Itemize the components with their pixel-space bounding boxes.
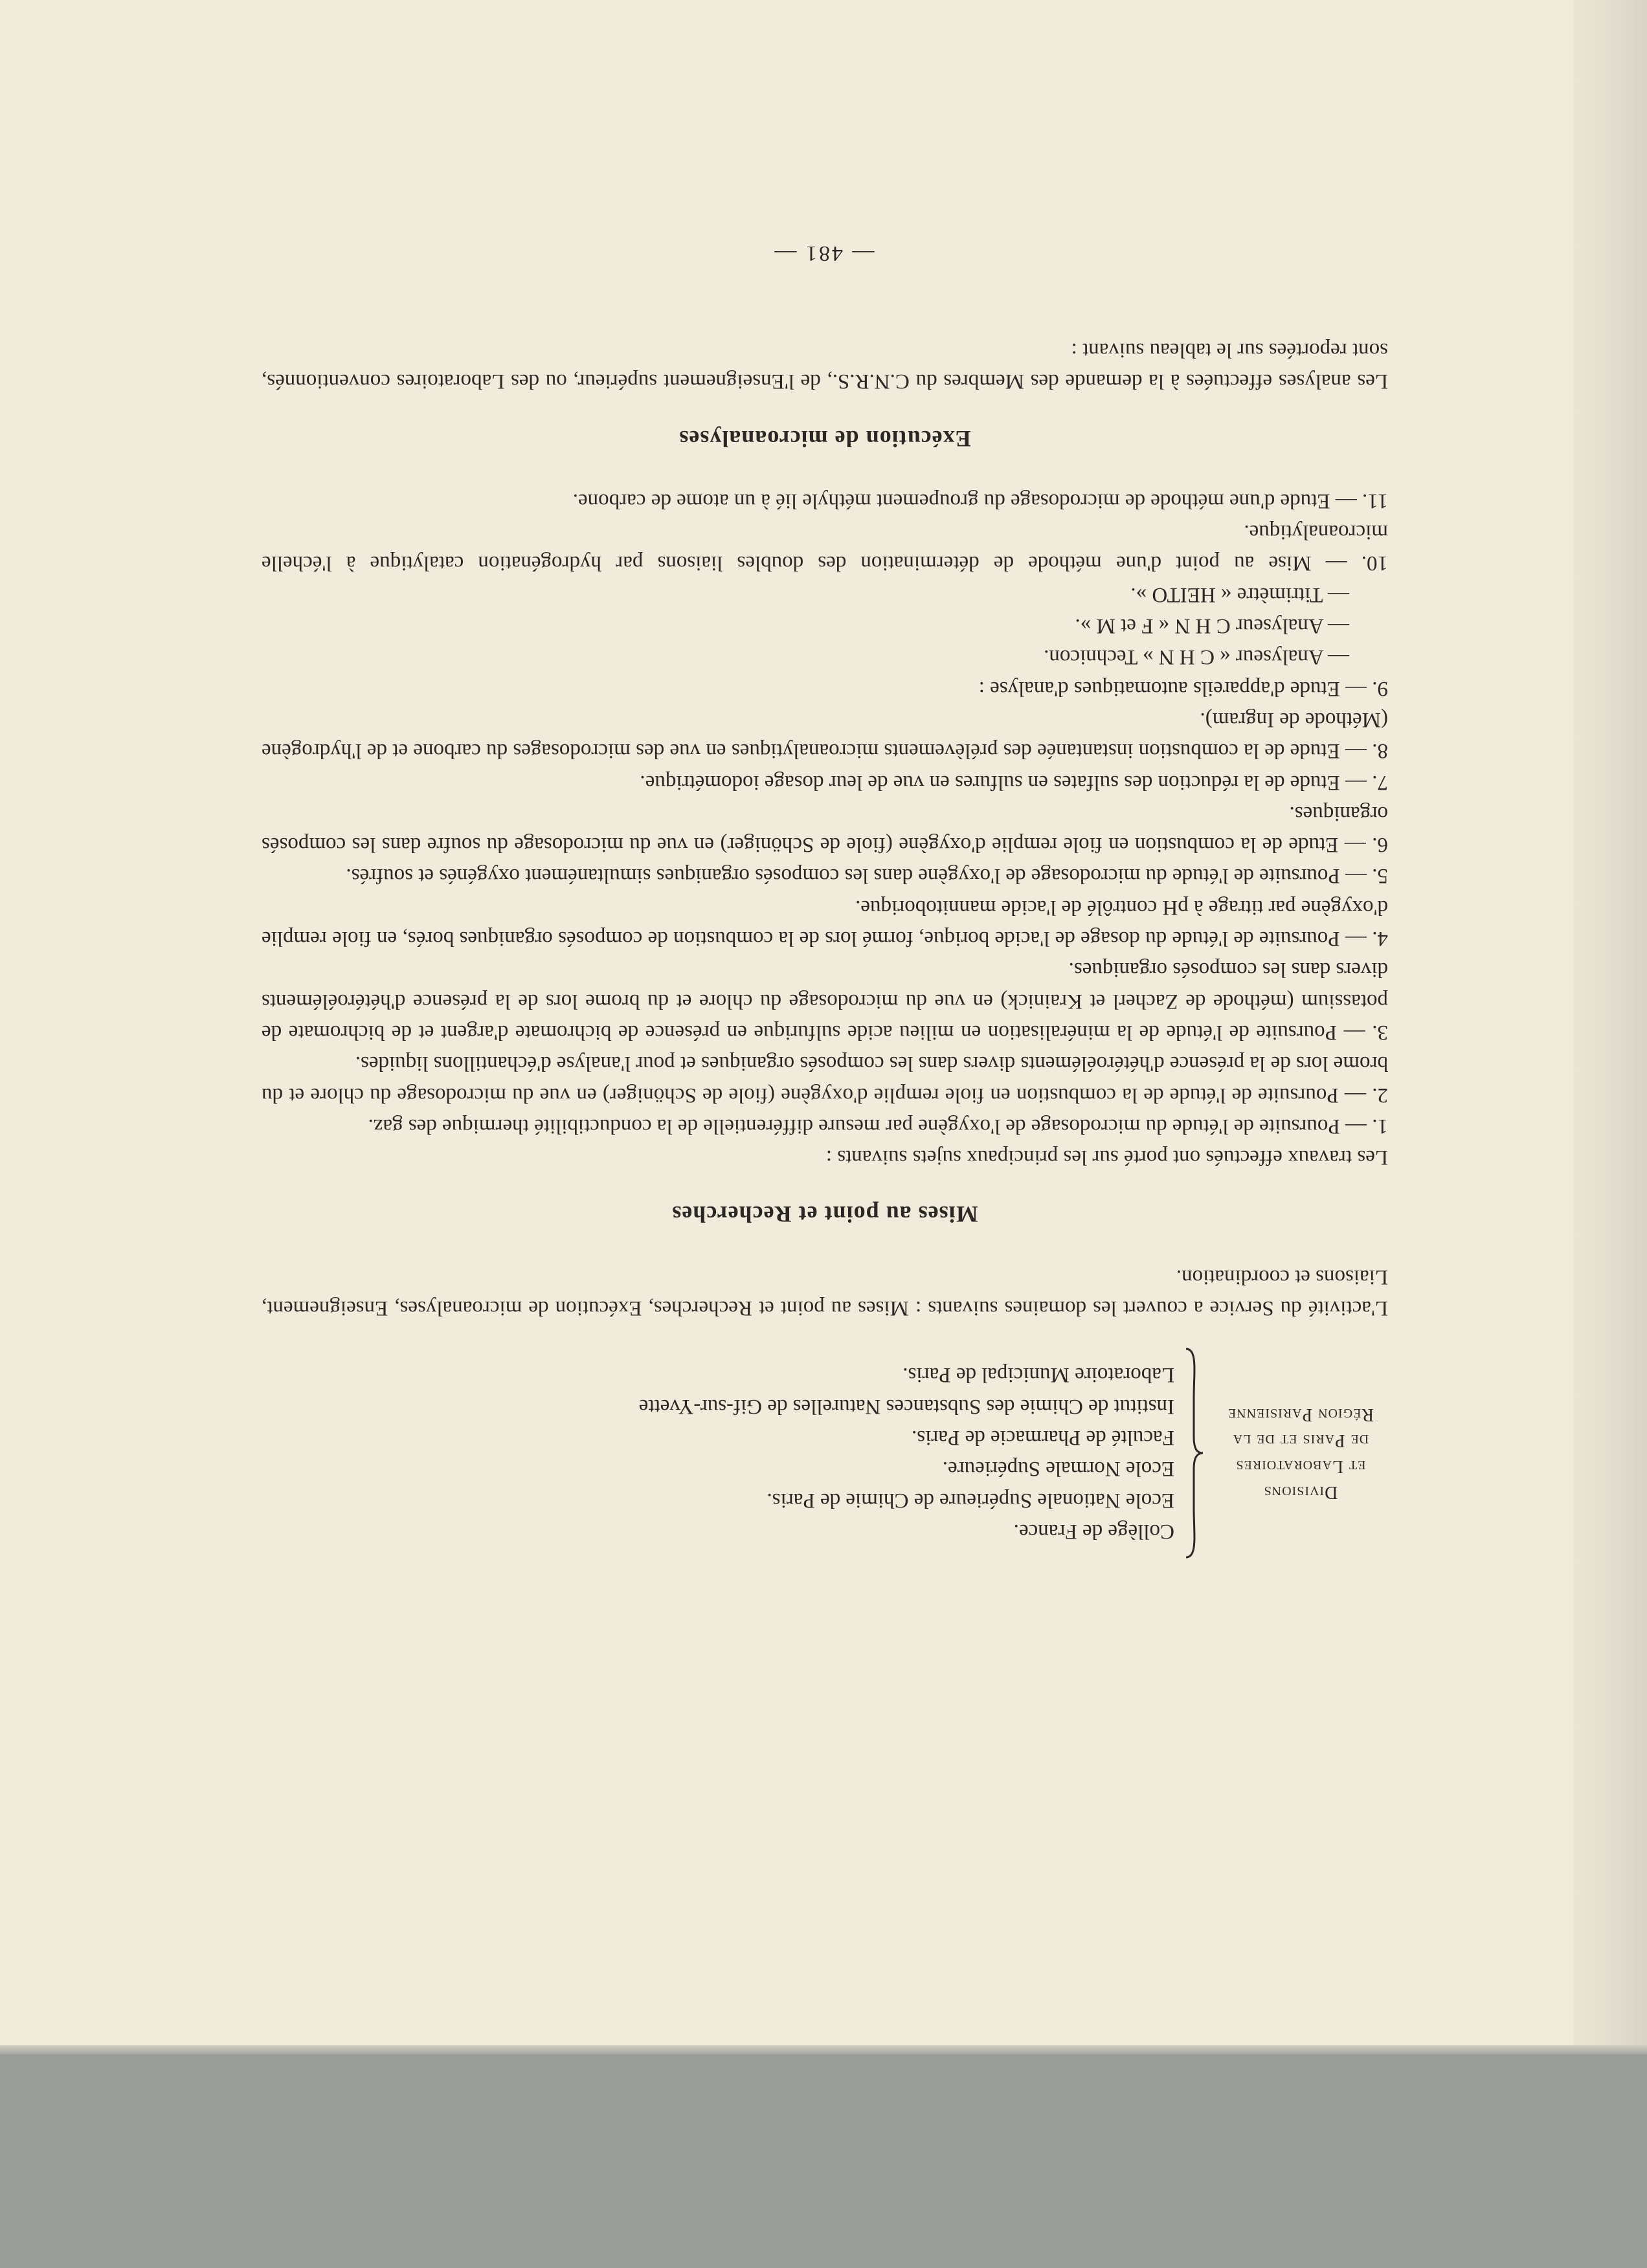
research-item-9: 9. — Etude d'appareils automatiques d'analyse : bbox=[978, 676, 1388, 700]
brace-icon bbox=[1181, 1346, 1207, 1560]
research-item-7: 7. — Etude de la réduction des sulfates en sulfures en vue de leur dosage iodométrique. bbox=[640, 770, 1388, 794]
divisions-label-line: de Paris et de la bbox=[1232, 1430, 1369, 1451]
divisions-block bbox=[262, 1343, 1388, 1563]
research-item-3: 3. — Poursuite de l'étude de la minéralisation en milieu acide sulfurique en présence de bichromate d'argent et de bichromate de potassium (méthode de Zacherl et Krainick) en vue du microdosage du chlore et du brome lors de la présence d'hétéroéléments divers dans les composés organiques. bbox=[262, 958, 1388, 1044]
curly-brace bbox=[1174, 1343, 1213, 1563]
research-item-4: 4. — Poursuite de l'étude du dosage de l'acide borique, formé lors de la combustion de composés organiques borés, en fiole remplie d'oxygène par titrage à pH contrôlé de l'acide mannitoborique. bbox=[262, 895, 1388, 951]
intro-paragraph: L'activité du Service a couvert les domaines suivants : Mises au point et Recherches, Exécution de microanalyses, Enseignement, Liaisons et coordination. bbox=[262, 1265, 1388, 1320]
section-heading-mises-au-point: Mises au point et Recherches bbox=[671, 1201, 978, 1228]
research-item-5: 5. — Poursuite de l'étude du microdosage de l'oxygène dans les composés organiques simultanément oxygénés et soufrés. bbox=[346, 864, 1388, 888]
research-item-1: 1. — Poursuite de l'étude du microdosage de l'oxygène par mesure différentielle de la conductibilité thermique des gaz. bbox=[368, 1114, 1388, 1138]
research-subitem: — Titrimètre « HEITO ». bbox=[1130, 583, 1349, 606]
section-heading-microanalyses: Exécution de microanalyses bbox=[678, 425, 971, 452]
institutions-list bbox=[262, 1359, 1174, 1547]
research-item-6: 6. — Etude de la combustion en fiole remplie d'oxygène (fiole de Schöniger) en vue du microdosage du soufre dans les composés organiques. bbox=[262, 801, 1388, 857]
research-item-8: 8. — Etude de la combustion instantanée des prélèvements microanalytiques en vue des microdosages du carbone et de l'hydrogène (Méthode de Ingram). bbox=[262, 707, 1388, 763]
text-block bbox=[262, 335, 1388, 1563]
institution: Collège de France. bbox=[1013, 1519, 1174, 1543]
institution: Ecole Nationale Supérieure de Chimie de Paris. bbox=[767, 1488, 1174, 1512]
research-item-10: 10. — Mise au point d'une méthode de détermination des doubles liaisons par hydrogénation catalytique à l'échelle microanalytique. bbox=[262, 520, 1388, 575]
research-item-11: 11. — Etude d'une méthode de microdosage du groupement méthyle lié à un atome de carbone. bbox=[572, 489, 1388, 513]
research-item-2: 2. — Poursuite de l'étude de la combustion en fiole remplie d'oxygène (fiole de Schöniger) en vue du microdosage du chlore et du brome lors de la présence d'hétéroéléments divers dans les composés organiques et pour l'analyse d'échantillons liquides. bbox=[262, 1052, 1388, 1107]
section2-paragraph: Les analyses effectuées à la demande des Membres du C.N.R.S., de l'Enseignement supérieur, ou des Laboratoires conventionnés, sont reportées sur le tableau suivant : bbox=[262, 338, 1388, 394]
page-number: — 481 — bbox=[772, 241, 875, 265]
divisions-label bbox=[1213, 1401, 1388, 1505]
divisions-label-line: et Laboratoires bbox=[1235, 1456, 1366, 1476]
institution: Laboratoire Municipal de Paris. bbox=[902, 1363, 1174, 1387]
institution: Institut de Chimie des Substances Naturelles de Gif-sur-Yvette bbox=[638, 1394, 1174, 1418]
divisions-label-line: Région Parisienne bbox=[1227, 1405, 1374, 1425]
institution: Faculté de Pharmacie de Paris. bbox=[912, 1426, 1174, 1449]
institution: Ecole Normale Supérieure. bbox=[942, 1457, 1174, 1481]
research-subitem: — Analyseur « C H N » Technicon. bbox=[1044, 645, 1349, 669]
page-bottom-shadow bbox=[0, 2045, 1647, 2054]
divisions-label-line: Divisions bbox=[1263, 1482, 1338, 1502]
section1-lead: Les travaux effectués ont porté sur les principaux sujets suivants : bbox=[825, 1146, 1388, 1170]
research-subitem: — Analyseur C H N « F et M ». bbox=[1075, 614, 1349, 638]
